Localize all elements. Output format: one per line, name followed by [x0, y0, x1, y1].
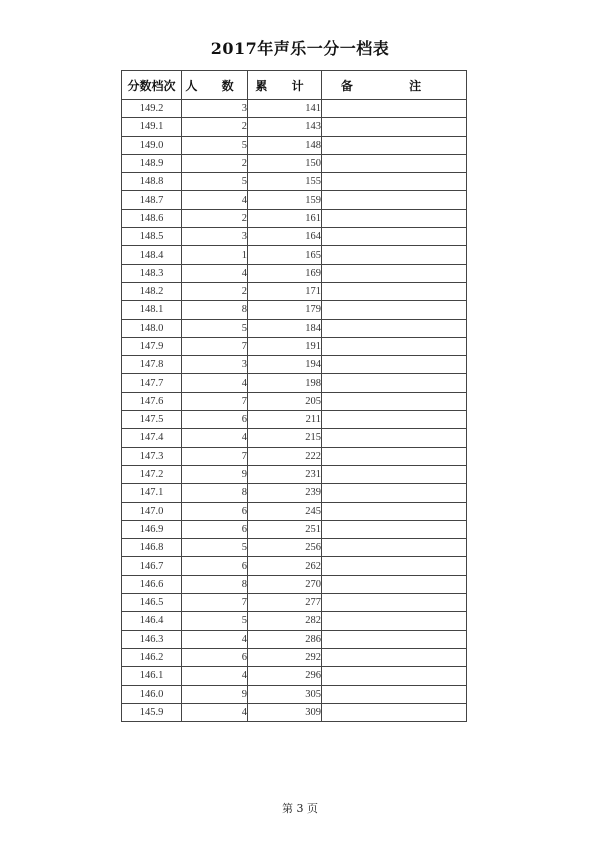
cell-cumulative: 251: [248, 520, 322, 538]
cell-score: 149.1: [122, 118, 182, 136]
table-row: [122, 392, 467, 410]
cell-cumulative: 215: [248, 429, 322, 447]
cell-cumulative: 159: [248, 191, 322, 209]
cell-score: 147.8: [122, 356, 182, 374]
cell-count: 6: [182, 557, 248, 575]
cell-cumulative: 150: [248, 154, 322, 172]
cell-note: [322, 301, 467, 319]
cell-count: 2: [182, 118, 248, 136]
cell-count: 5: [182, 539, 248, 557]
cell-note: [322, 630, 467, 648]
cell-cumulative: 143: [248, 118, 322, 136]
table-row: [122, 667, 467, 685]
cell-score: 149.0: [122, 136, 182, 154]
cell-note: [322, 173, 467, 191]
cell-cumulative: 292: [248, 648, 322, 666]
cell-score: 147.5: [122, 411, 182, 429]
cell-note: [322, 228, 467, 246]
cell-score: 148.3: [122, 264, 182, 282]
cell-cumulative: 179: [248, 301, 322, 319]
cell-score: 146.9: [122, 520, 182, 538]
cell-cumulative: 231: [248, 465, 322, 483]
header-score: 分数档次: [122, 71, 182, 100]
cell-score: 146.3: [122, 630, 182, 648]
cell-count: 9: [182, 685, 248, 703]
table-row: [122, 136, 467, 154]
cell-count: 2: [182, 209, 248, 227]
cell-note: [322, 612, 467, 630]
cell-cumulative: 222: [248, 447, 322, 465]
cell-note: [322, 465, 467, 483]
cell-count: 5: [182, 136, 248, 154]
page-number: 第 3 页: [282, 802, 318, 815]
table-row: [122, 429, 467, 447]
cell-cumulative: 305: [248, 685, 322, 703]
cell-note: [322, 136, 467, 154]
cell-note: [322, 374, 467, 392]
cell-cumulative: 282: [248, 612, 322, 630]
cell-count: 4: [182, 429, 248, 447]
cell-count: 6: [182, 502, 248, 520]
cell-note: [322, 264, 467, 282]
cell-cumulative: 141: [248, 100, 322, 118]
table-body: [122, 100, 467, 722]
table-row: [122, 520, 467, 538]
cell-score: 148.6: [122, 209, 182, 227]
cell-score: 148.5: [122, 228, 182, 246]
cell-note: [322, 703, 467, 721]
table-row: [122, 209, 467, 227]
table-row: [122, 411, 467, 429]
cell-note: [322, 319, 467, 337]
cell-cumulative: 148: [248, 136, 322, 154]
cell-note: [322, 575, 467, 593]
cell-count: 9: [182, 465, 248, 483]
cell-score: 146.4: [122, 612, 182, 630]
cell-count: 2: [182, 282, 248, 300]
cell-count: 8: [182, 301, 248, 319]
cell-count: 5: [182, 612, 248, 630]
cell-note: [322, 356, 467, 374]
table-row: [122, 374, 467, 392]
cell-score: 147.3: [122, 447, 182, 465]
table-row: [122, 154, 467, 172]
table-row: [122, 191, 467, 209]
cell-note: [322, 667, 467, 685]
cell-cumulative: 191: [248, 337, 322, 355]
cell-cumulative: 164: [248, 228, 322, 246]
cell-score: 147.6: [122, 392, 182, 410]
header-note: 备 注: [322, 71, 467, 100]
cell-cumulative: 296: [248, 667, 322, 685]
cell-score: 147.1: [122, 484, 182, 502]
cell-note: [322, 209, 467, 227]
cell-score: 148.9: [122, 154, 182, 172]
cell-cumulative: 165: [248, 246, 322, 264]
cell-note: [322, 282, 467, 300]
cell-count: 5: [182, 173, 248, 191]
cell-score: 147.7: [122, 374, 182, 392]
cell-cumulative: 309: [248, 703, 322, 721]
cell-cumulative: 194: [248, 356, 322, 374]
cell-count: 8: [182, 484, 248, 502]
table-row: [122, 557, 467, 575]
cell-score: 148.8: [122, 173, 182, 191]
cell-note: [322, 685, 467, 703]
cell-score: 148.1: [122, 301, 182, 319]
cell-note: [322, 429, 467, 447]
table-row: [122, 648, 467, 666]
cell-score: 146.0: [122, 685, 182, 703]
table-row: [122, 612, 467, 630]
cell-note: [322, 392, 467, 410]
cell-cumulative: 277: [248, 594, 322, 612]
cell-score: 148.4: [122, 246, 182, 264]
table-row: [122, 703, 467, 721]
cell-note: [322, 447, 467, 465]
cell-score: 146.8: [122, 539, 182, 557]
cell-cumulative: 262: [248, 557, 322, 575]
header-cumulative: 累 计: [248, 71, 322, 100]
cell-count: 4: [182, 703, 248, 721]
cell-score: 146.1: [122, 667, 182, 685]
cell-cumulative: 256: [248, 539, 322, 557]
table-row: [122, 282, 467, 300]
cell-count: 4: [182, 374, 248, 392]
cell-cumulative: 198: [248, 374, 322, 392]
cell-count: 4: [182, 667, 248, 685]
cell-count: 7: [182, 392, 248, 410]
table-row: [122, 575, 467, 593]
cell-note: [322, 648, 467, 666]
cell-cumulative: 270: [248, 575, 322, 593]
table-row: [122, 173, 467, 191]
table-row: [122, 301, 467, 319]
table-row: [122, 356, 467, 374]
cell-note: [322, 191, 467, 209]
cell-score: 149.2: [122, 100, 182, 118]
score-distribution-table: [121, 70, 467, 722]
cell-score: 145.9: [122, 703, 182, 721]
cell-cumulative: 169: [248, 264, 322, 282]
table-row: [122, 685, 467, 703]
cell-count: 3: [182, 100, 248, 118]
cell-cumulative: 239: [248, 484, 322, 502]
cell-cumulative: 161: [248, 209, 322, 227]
page-title: 2017年声乐一分一档表: [210, 39, 390, 58]
cell-score: 147.4: [122, 429, 182, 447]
table-row: [122, 319, 467, 337]
table-row: [122, 630, 467, 648]
cell-note: [322, 118, 467, 136]
table-row: [122, 594, 467, 612]
cell-count: 1: [182, 246, 248, 264]
cell-cumulative: 245: [248, 502, 322, 520]
cell-score: 146.5: [122, 594, 182, 612]
cell-count: 7: [182, 337, 248, 355]
cell-score: 146.6: [122, 575, 182, 593]
table-row: [122, 100, 467, 118]
cell-count: 5: [182, 319, 248, 337]
cell-count: 2: [182, 154, 248, 172]
cell-score: 148.2: [122, 282, 182, 300]
cell-count: 8: [182, 575, 248, 593]
cell-count: 4: [182, 191, 248, 209]
table-row: [122, 465, 467, 483]
cell-score: 146.2: [122, 648, 182, 666]
cell-count: 6: [182, 411, 248, 429]
table-row: [122, 447, 467, 465]
table-row: [122, 502, 467, 520]
cell-count: 4: [182, 630, 248, 648]
cell-score: 148.7: [122, 191, 182, 209]
cell-count: 6: [182, 520, 248, 538]
cell-count: 6: [182, 648, 248, 666]
cell-cumulative: 184: [248, 319, 322, 337]
cell-note: [322, 337, 467, 355]
table-row: [122, 246, 467, 264]
cell-cumulative: 211: [248, 411, 322, 429]
cell-cumulative: 155: [248, 173, 322, 191]
cell-count: 3: [182, 228, 248, 246]
cell-note: [322, 502, 467, 520]
cell-note: [322, 484, 467, 502]
table-row: [122, 118, 467, 136]
cell-note: [322, 100, 467, 118]
header-count: 人 数: [182, 71, 248, 100]
table-row: [122, 484, 467, 502]
table-row: [122, 539, 467, 557]
cell-note: [322, 539, 467, 557]
table-row: [122, 228, 467, 246]
cell-score: 148.0: [122, 319, 182, 337]
cell-note: [322, 520, 467, 538]
cell-note: [322, 557, 467, 575]
cell-score: 147.0: [122, 502, 182, 520]
cell-cumulative: 205: [248, 392, 322, 410]
table-row: [122, 264, 467, 282]
cell-score: 147.2: [122, 465, 182, 483]
table-header-row: [122, 71, 467, 100]
table-row: [122, 337, 467, 355]
cell-cumulative: 171: [248, 282, 322, 300]
cell-count: 7: [182, 447, 248, 465]
cell-cumulative: 286: [248, 630, 322, 648]
cell-note: [322, 246, 467, 264]
cell-note: [322, 154, 467, 172]
cell-count: 4: [182, 264, 248, 282]
cell-count: 7: [182, 594, 248, 612]
cell-note: [322, 411, 467, 429]
cell-count: 3: [182, 356, 248, 374]
cell-note: [322, 594, 467, 612]
cell-score: 147.9: [122, 337, 182, 355]
cell-score: 146.7: [122, 557, 182, 575]
